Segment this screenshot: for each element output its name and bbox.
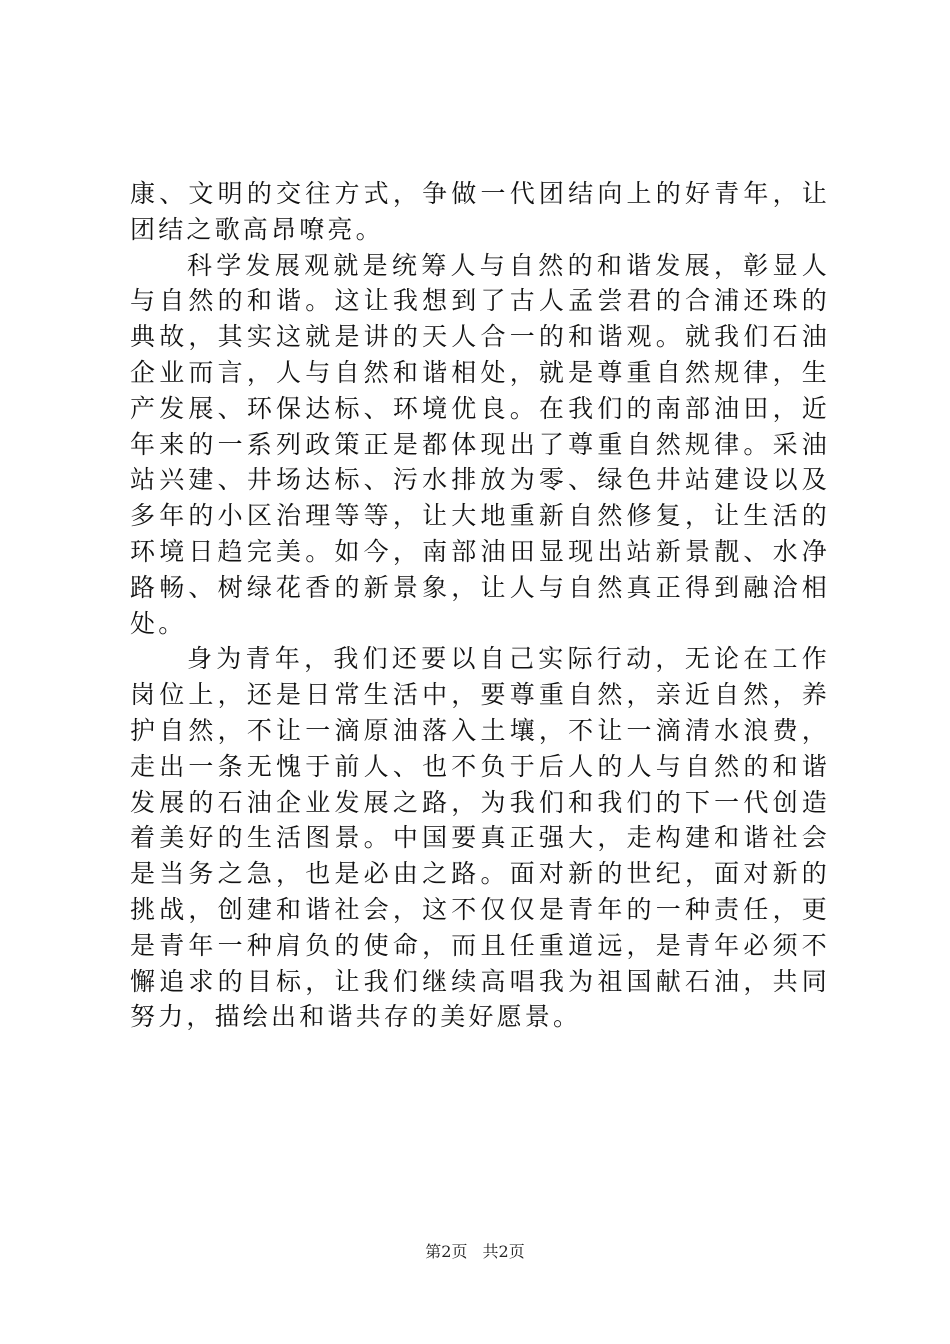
page-number: 第2页: [425, 1242, 468, 1261]
page-footer: [0, 1242, 950, 1262]
page-total: 共2页: [482, 1242, 525, 1261]
paragraph-3: 身为青年，我们还要以自己实际行动，无论在工作岗位上，还是日常生活中，要尊重自然，亲近自然，养护自然，不让一滴原油落入土壤，不让一滴清水浪费，走出一条无愧于前人、也不负于后人的人与自然的和谐发展的石油企业发展之路，为我们和我们的下一代创造着美好的生活图景。中国要真正强大，走构建和谐社会是当务之急，也是必由之路。面对新的世纪，面对新的挑战，创建和谐社会，这不仅仅是青年的一种责任，更是青年一种肩负的使命，而且任重道远，是青年必须不懈追求的目标，让我们继续高唱我为祖国献石油，共同努力，描绘出和谐共存的美好愿景。: [130, 644, 830, 1032]
document-body: [130, 176, 830, 1035]
paragraph-2: 科学发展观就是统筹人与自然的和谐发展，彰显人与自然的和谐。这让我想到了古人孟尝君的合浦还珠的典故，其实这就是讲的天人合一的和谐观。就我们石油企业而言，人与自然和谐相处，就是尊重自然规律，生产发展、环保达标、环境优良。在我们的南部油田，近年来的一系列政策正是都体现出了尊重自然规律。采油站兴建、井场达标、污水排放为零、绿色井站建设以及多年的小区治理等等，让大地重新自然修复，让生活的环境日趋完美。如今，南部油田显现出站新景靓、水净路畅、树绿花香的新景象，让人与自然真正得到融洽相处。: [130, 250, 830, 638]
paragraph-1: 康、文明的交往方式，争做一代团结向上的好青年，让团结之歌高昂嘹亮。: [130, 179, 830, 244]
